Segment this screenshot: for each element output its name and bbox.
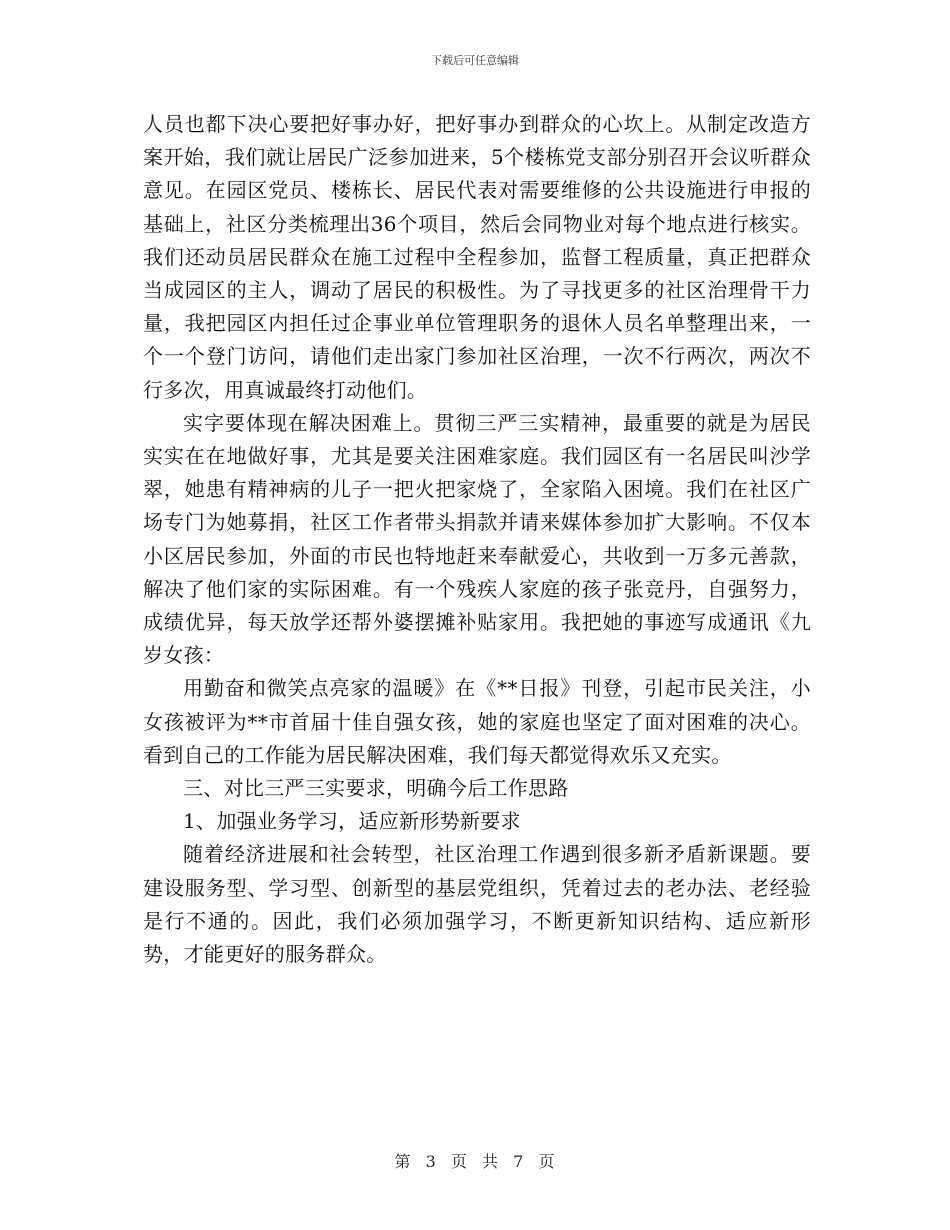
- paragraph-2: 实字要体现在解决困难上。贯彻三严三实精神，最重要的就是为居民实实在在地做好事，尤其是要关注困难家庭。我们园区有一名居民叫沙学翠，她患有精神病的儿子一把火把家烧了，全家陷入困境。我们在社区广场专门为她募捐，社区工作者带头捐款并请来媒体参加扩大影响。不仅本小区居民参加，外面的市民也特地赶来奉献爱心，共收到一万多元善款，解决了他们家的实际困难。有一个残疾人家庭的孩子张竞丹，自强努力，成绩优异，每天放学还帮外婆摆摊补贴家用。我把她的事迹写成通讯《九岁女孩：: [143, 410, 811, 668]
- page-header: [0, 54, 950, 68]
- footer-label-ye: 页: [450, 1152, 468, 1171]
- footer-label-gong: 共: [482, 1152, 500, 1171]
- document-body: [143, 108, 811, 971]
- paragraph-4: 随着经济进展和社会转型，社区治理工作遇到很多新矛盾新课题。要建设服务型、学习型、创新型的基层党组织，凭着过去的老办法、老经验是行不通的。因此，我们必须加强学习，不断更新知识结构、适应新形势，才能更好的服务群众。: [143, 842, 811, 967]
- footer-label-di: 第: [394, 1152, 412, 1171]
- section-heading: 三、对比三严三实要求，明确今后工作思路: [183, 776, 569, 801]
- page-footer: [0, 1152, 950, 1172]
- footer-total-pages: 7: [513, 1152, 525, 1171]
- subsection-heading: 1、加强业务学习，适应新形势新要求: [183, 809, 521, 834]
- header-note: 下载后可任意编辑: [431, 54, 519, 67]
- paragraph-3: 用勤奋和微笑点亮家的温暖》在《**日报》刊登，引起市民关注，小女孩被评为**市首届十佳自强女孩，她的家庭也坚定了面对困难的决心。看到自己的工作能为居民解决困难，我们每天都觉得欢乐又充实。: [143, 676, 811, 767]
- footer-label-ye-2: 页: [538, 1152, 556, 1171]
- paragraph-1: 人员也都下决心要把好事办好，把好事办到群众的心坎上。从制定改造方案开始，我们就让居民广泛参加进来，5个楼栋党支部分别召开会议听群众意见。在园区党员、楼栋长、居民代表对需要维修的公共设施进行申报的基础上，社区分类梳理出36个项目，然后会同物业对每个地点进行核实。我们还动员居民群众在施工过程中全程参加，监督工程质量，真正把群众当成园区的主人，调动了居民的积极性。为了寻找更多的社区治理骨干力量，我把园区内担任过企事业单位管理职务的退休人员名单整理出来，一个一个登门访问，请他们走出家门参加社区治理，一次不行两次，两次不行多次，用真诚最终打动他们。: [143, 112, 811, 402]
- footer-current-page: 3: [425, 1152, 437, 1171]
